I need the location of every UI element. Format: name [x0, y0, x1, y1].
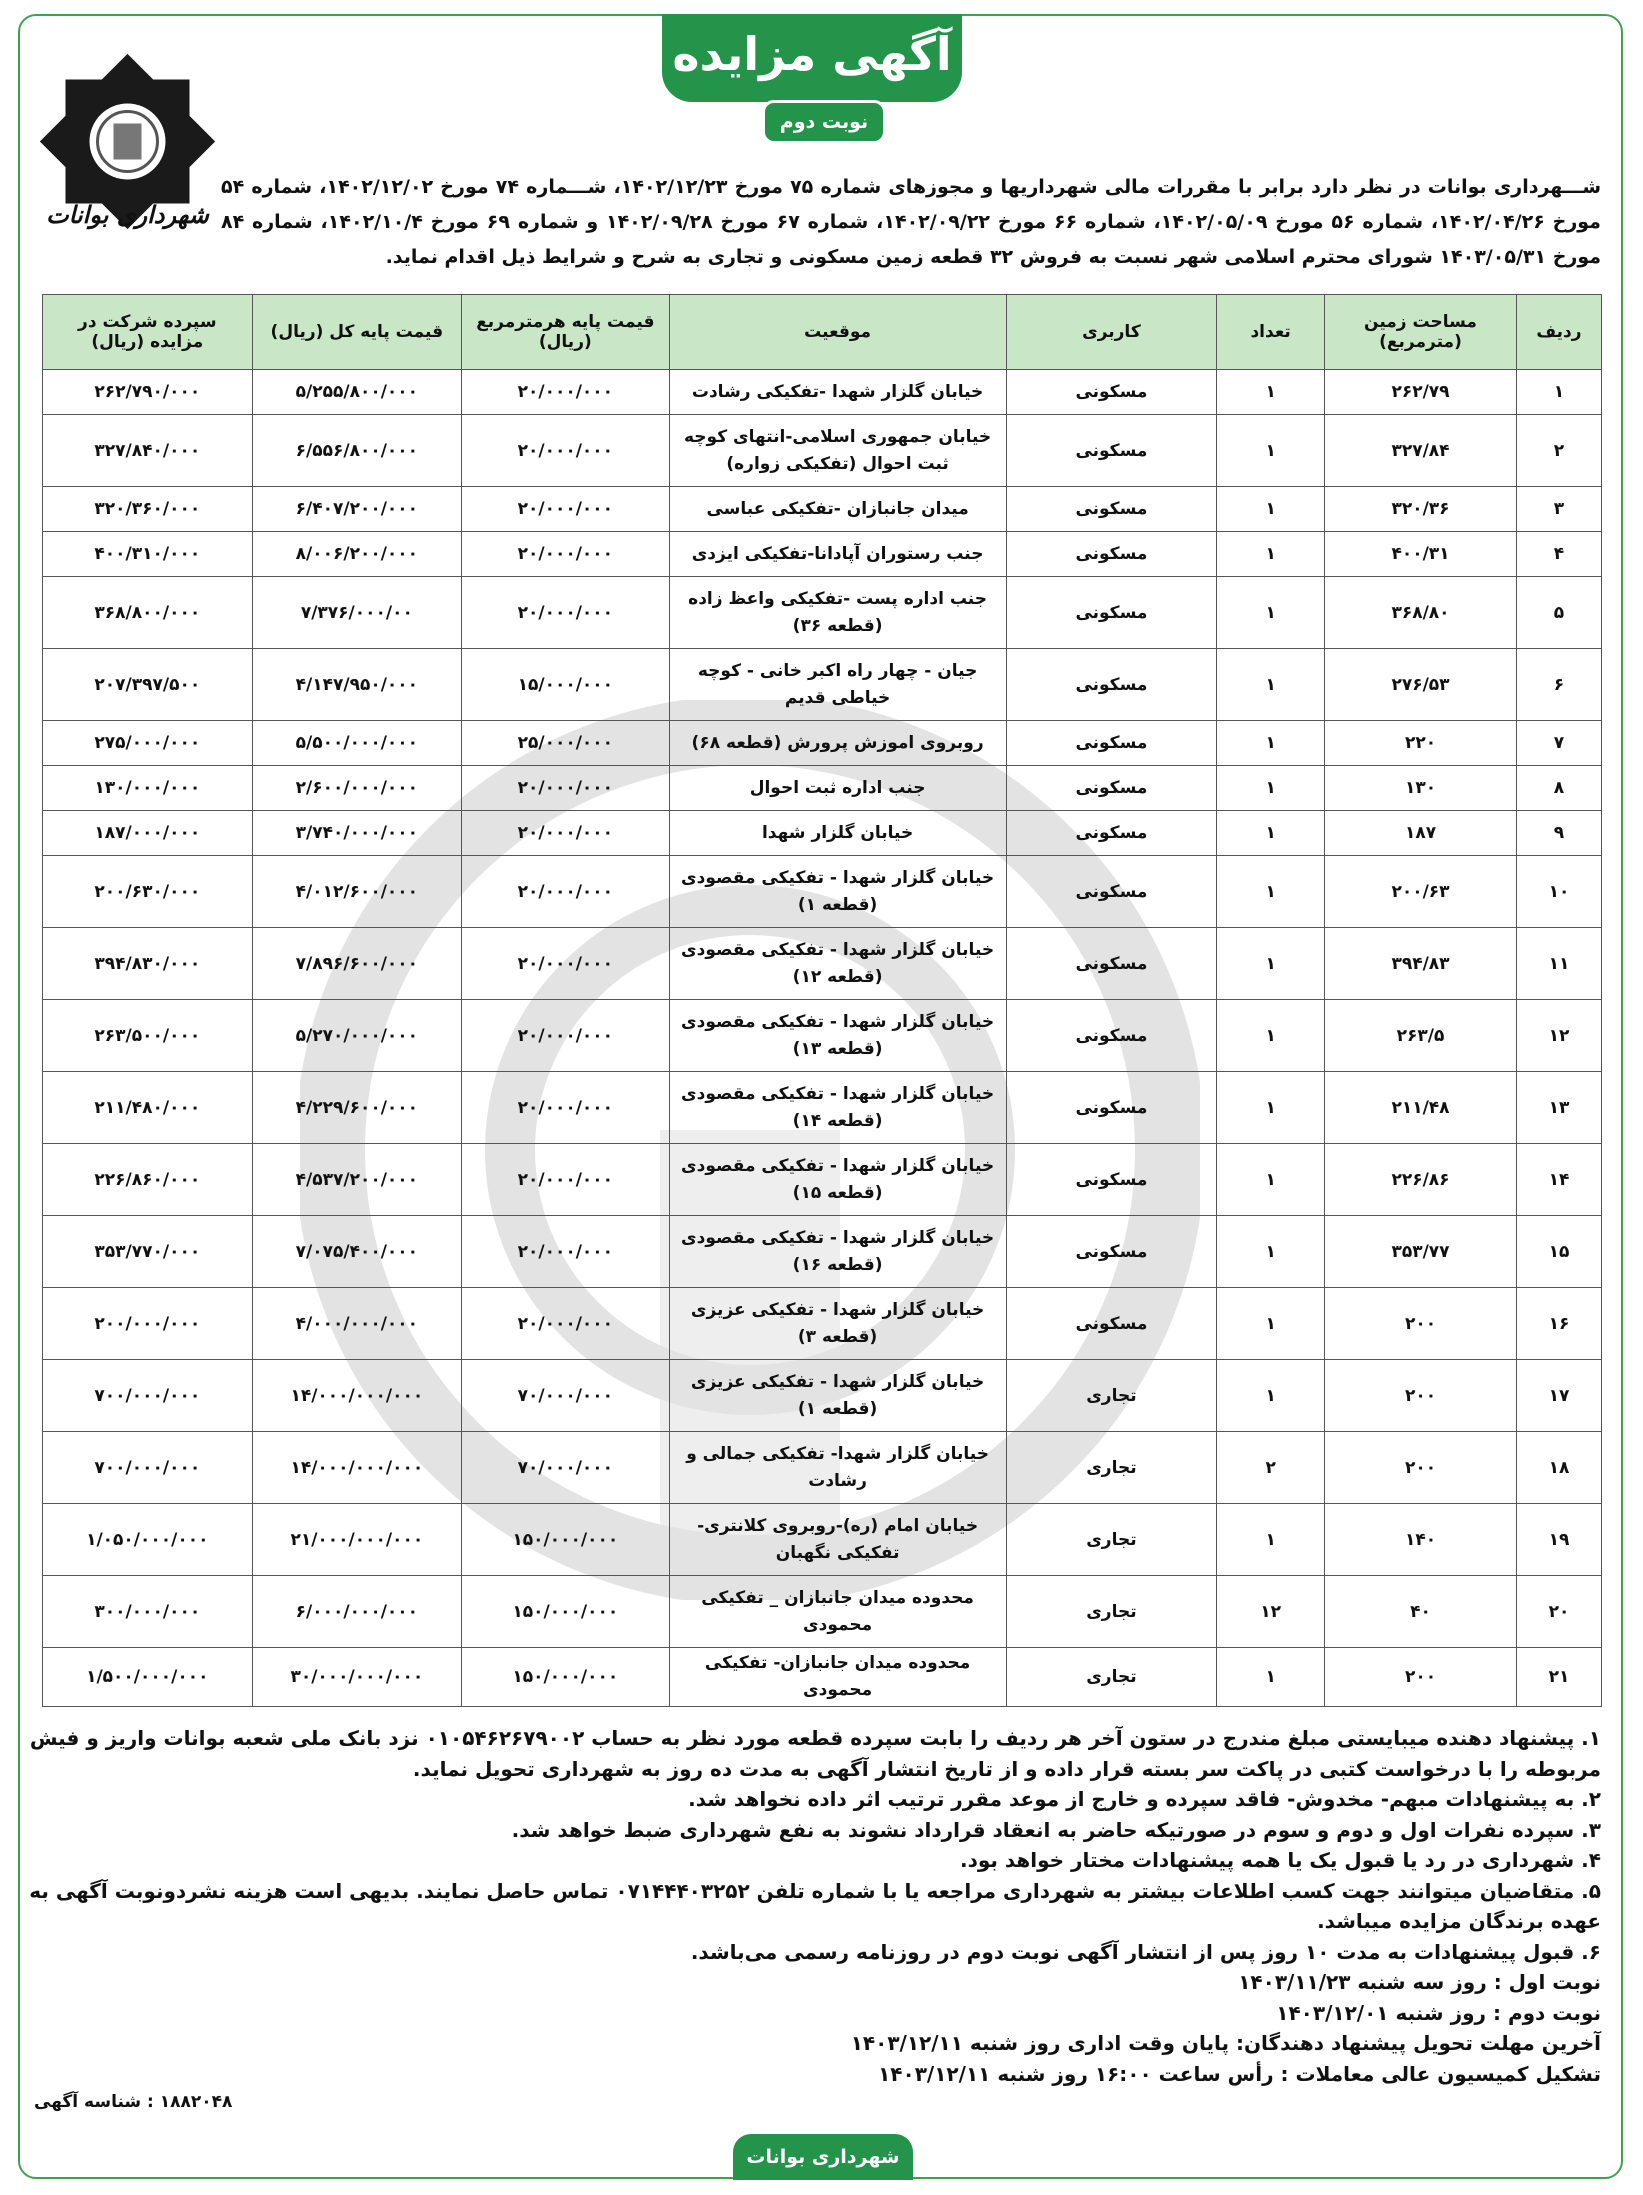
- cell-count: ۱: [1217, 415, 1325, 487]
- cell-count: ۲: [1217, 1432, 1325, 1504]
- cell-usage: مسکونی: [1006, 928, 1217, 1000]
- cell-total-price: ۴/۱۴۷/۹۵۰/۰۰۰: [252, 649, 462, 721]
- cell-deposit: ۷۰۰/۰۰۰/۰۰۰: [43, 1360, 253, 1432]
- cell-count: ۱۲: [1217, 1576, 1325, 1648]
- condition-item: ۶. قبول پیشنهادات به مدت ۱۰ روز پس از انتشار آگهی نوبت دوم در روزنامه رسمی می‌باشد.: [690, 1939, 1601, 1964]
- cell-deposit: ۱/۰۵۰/۰۰۰/۰۰۰: [43, 1504, 253, 1576]
- cell-location: جنب اداره پست -تفکیکی واعظ زاده (قطعه ۳۶): [669, 577, 1006, 649]
- cell-total-price: ۲/۶۰۰/۰۰۰/۰۰۰: [252, 766, 462, 811]
- cell-count: ۱: [1217, 1648, 1325, 1707]
- cell-unit-price: ۲۰/۰۰۰/۰۰۰: [462, 856, 669, 928]
- cell-location: خیابان گلزار شهدا - تفکیکی عزیزی (قطعه ۱): [669, 1360, 1006, 1432]
- header-count: تعداد: [1217, 295, 1325, 370]
- cell-total-price: ۵/۲۷۰/۰۰۰/۰۰۰: [252, 1000, 462, 1072]
- cell-unit-price: ۲۰/۰۰۰/۰۰۰: [462, 532, 669, 577]
- cell-count: ۱: [1217, 649, 1325, 721]
- cell-location: جنب اداره ثبت احوال: [669, 766, 1006, 811]
- cell-unit-price: ۲۰/۰۰۰/۰۰۰: [462, 1000, 669, 1072]
- cell-usage: مسکونی: [1006, 1072, 1217, 1144]
- cell-count: ۱: [1217, 370, 1325, 415]
- footer-label: شهرداری بوانات: [733, 2134, 913, 2180]
- cell-location: جنب رستوران آپادانا-تفکیکی ایزدی: [669, 532, 1006, 577]
- table-row: [43, 1144, 1602, 1216]
- cell-location: جیان - چهار راه اکبر خانی - کوچه خیاطی قدیم: [669, 649, 1006, 721]
- cell-count: ۱: [1217, 1288, 1325, 1360]
- cell-usage: مسکونی: [1006, 766, 1217, 811]
- cell-unit-price: ۲۰/۰۰۰/۰۰۰: [462, 1144, 669, 1216]
- cell-area: ۲۲۶/۸۶: [1325, 1144, 1517, 1216]
- table-row: [43, 1432, 1602, 1504]
- cell-deposit: ۱۳۰/۰۰۰/۰۰۰: [43, 766, 253, 811]
- cell-area: ۱۳۰: [1325, 766, 1517, 811]
- cell-usage: مسکونی: [1006, 811, 1217, 856]
- condition-item: ۴. شهرداری در رد یا قبول یک یا همه پیشنهادات مختار خواهد بود.: [959, 1848, 1601, 1872]
- cell-area: ۲۷۶/۵۳: [1325, 649, 1517, 721]
- header-total-price: قیمت پایه کل (ریال): [252, 295, 462, 370]
- cell-usage: مسکونی: [1006, 1000, 1217, 1072]
- cell-count: ۱: [1217, 532, 1325, 577]
- table-row: [43, 811, 1602, 856]
- cell-location: خیابان گلزار شهدا- تفکیکی جمالی و رشادت: [669, 1432, 1006, 1504]
- cell-row: ۱۴: [1516, 1144, 1601, 1216]
- cell-location: خیابان گلزار شهدا - تفکیکی مقصودی (قطعه ۱۵): [669, 1144, 1006, 1216]
- intro-paragraph: شـــهرداری بوانات در نظر دارد برابر با مقررات مالی شهرداریها و مجوزهای شماره ۷۵ مورخ ۱۴۰۲/۱۲/۲۳، شـــماره ۷۴ مورخ ۱۴۰۲/۱۲/۰۲، شماره ۵۴ مورخ ۱۴۰۲/۰۴/۲۶، شماره ۵۶ مورخ ۱۴۰۲/۰۵/۰۹، شماره ۶۶ مورخ ۱۴۰۲/۰۹/۲۲، شماره ۶۷ مورخ ۱۴۰۲/۰۹/۲۸ و شماره ۶۹ مورخ ۱۴۰۲/۱۰/۴، شماره ۸۴ مورخ ۱۴۰۳/۰۵/۳۱ شورای محترم اسلامی شهر نسبت به فروش ۳۲ قطعه زمین مسکونی و تجاری به شرح و شرایط ذیل اقدام نماید.: [221, 176, 1602, 268]
- cell-row: ۱۳: [1516, 1072, 1601, 1144]
- cell-location: روبروی اموزش پرورش (قطعه ۶۸): [669, 721, 1006, 766]
- cell-location: خیابان گلزار شهدا - تفکیکی مقصودی (قطعه ۱۲): [669, 928, 1006, 1000]
- cell-usage: مسکونی: [1006, 649, 1217, 721]
- cell-count: ۱: [1217, 1216, 1325, 1288]
- cell-location: محدوده میدان جانبازان _ تفکیکی محمودی: [669, 1576, 1006, 1648]
- cell-total-price: ۴/۲۲۹/۶۰۰/۰۰۰: [252, 1072, 462, 1144]
- cell-row: ۱۱: [1516, 928, 1601, 1000]
- cell-usage: مسکونی: [1006, 532, 1217, 577]
- cell-area: ۴۰: [1325, 1576, 1517, 1648]
- cell-deposit: ۲۷۵/۰۰۰/۰۰۰: [43, 721, 253, 766]
- cell-total-price: ۴/۰۱۲/۶۰۰/۰۰۰: [252, 856, 462, 928]
- cell-unit-price: ۲۰/۰۰۰/۰۰۰: [462, 370, 669, 415]
- ad-title: آگهی مزایده: [662, 14, 962, 102]
- cell-count: ۱: [1217, 766, 1325, 811]
- cell-deposit: ۲۰۷/۳۹۷/۵۰۰: [43, 649, 253, 721]
- cell-unit-price: ۲۵/۰۰۰/۰۰۰: [462, 721, 669, 766]
- municipality-logo-icon: [40, 34, 215, 264]
- cell-location: خیابان گلزار شهدا - تفکیکی مقصودی (قطعه ۱۳): [669, 1000, 1006, 1072]
- cell-unit-price: ۲۰/۰۰۰/۰۰۰: [462, 1288, 669, 1360]
- cell-unit-price: ۱۵۰/۰۰۰/۰۰۰: [462, 1504, 669, 1576]
- cell-area: ۱۸۷: [1325, 811, 1517, 856]
- cell-unit-price: ۲۰/۰۰۰/۰۰۰: [462, 928, 669, 1000]
- cell-area: ۲۰۰: [1325, 1288, 1517, 1360]
- table-row: [43, 928, 1602, 1000]
- cell-usage: مسکونی: [1006, 1288, 1217, 1360]
- cell-total-price: ۳/۷۴۰/۰۰۰/۰۰۰: [252, 811, 462, 856]
- cell-count: ۱: [1217, 1360, 1325, 1432]
- cell-row: ۶: [1516, 649, 1601, 721]
- table-row: [43, 856, 1602, 928]
- commission-meeting: تشکیل کمیسیون عالی معاملات : رأس ساعت ۱۶:۰۰ روز شنبه ۱۴۰۳/۱۲/۱۱: [878, 2061, 1601, 2086]
- cell-row: ۱۸: [1516, 1432, 1601, 1504]
- header-area: مساحت زمین (مترمربع): [1325, 295, 1517, 370]
- cell-count: ۱: [1217, 811, 1325, 856]
- cell-area: ۳۵۳/۷۷: [1325, 1216, 1517, 1288]
- cell-usage: مسکونی: [1006, 856, 1217, 928]
- round-badge: نوبت دوم: [762, 100, 886, 144]
- cell-deposit: ۳۶۸/۸۰۰/۰۰۰: [43, 577, 253, 649]
- cell-deposit: ۱۸۷/۰۰۰/۰۰۰: [43, 811, 253, 856]
- cell-total-price: ۶/۴۰۷/۲۰۰/۰۰۰: [252, 487, 462, 532]
- cell-unit-price: ۱۵/۰۰۰/۰۰۰: [462, 649, 669, 721]
- cell-deposit: ۲۰۰/۶۳۰/۰۰۰: [43, 856, 253, 928]
- cell-deposit: ۳۲۷/۸۴۰/۰۰۰: [43, 415, 253, 487]
- cell-row: ۵: [1516, 577, 1601, 649]
- cell-total-price: ۱۴/۰۰۰/۰۰۰/۰۰۰: [252, 1360, 462, 1432]
- cell-count: ۱: [1217, 1000, 1325, 1072]
- condition-item: ۱. پیشنهاد دهنده میبایستی مبلغ مندرج در ستون آخر هر ردیف را بابت سپرده قطعه مورد نظر به حساب ۰۱۰۵۴۶۲۶۷۹۰۰۲ نزد بانک ملی شعبه بوانات واریز و فیش مربوطه را با درخواست کتبی در پاکت سر بسته قرار داده و از تاریخ انتشار آگهی به مدت ده روز به شهرداری تحویل نماید.: [29, 1726, 1601, 1781]
- cell-usage: مسکونی: [1006, 415, 1217, 487]
- cell-unit-price: ۱۵۰/۰۰۰/۰۰۰: [462, 1648, 669, 1707]
- cell-location: خیابان گلزار شهدا - تفکیکی مقصودی (قطعه ۱۴): [669, 1072, 1006, 1144]
- cell-area: ۲۶۲/۷۹: [1325, 370, 1517, 415]
- table-row: [43, 1576, 1602, 1648]
- cell-unit-price: ۲۰/۰۰۰/۰۰۰: [462, 766, 669, 811]
- cell-unit-price: ۲۰/۰۰۰/۰۰۰: [462, 577, 669, 649]
- ad-id: ۱۸۸۲۰۴۸ : شناسه آگهی: [34, 2092, 233, 2112]
- table-row: [43, 1000, 1602, 1072]
- cell-location: خیابان گلزار شهدا -تفکیکی رشادت: [669, 370, 1006, 415]
- table-row: [43, 1648, 1602, 1707]
- cell-usage: تجاری: [1006, 1504, 1217, 1576]
- table-row: [43, 1504, 1602, 1576]
- condition-item: ۵. متقاضیان میتوانند جهت کسب اطلاعات بیشتر به شهرداری مراجعه یا با شماره تلفن ۰۷۱۴۴۴۰۳۲۵۲ تماس حاصل نمایند. بدیهی است هزینه نشردونوبت آگهی به عهده برندگان مزایده میباشد.: [29, 1878, 1601, 1933]
- cell-area: ۲۰۰: [1325, 1360, 1517, 1432]
- cell-count: ۱: [1217, 577, 1325, 649]
- submission-deadline: آخرین مهلت تحویل پیشنهاد دهندگان: پایان وقت اداری روز شنبه ۱۴۰۳/۱۲/۱۱: [850, 2031, 1601, 2055]
- cell-row: ۱۵: [1516, 1216, 1601, 1288]
- cell-total-price: ۶/۰۰۰/۰۰۰/۰۰۰: [252, 1576, 462, 1648]
- cell-area: ۲۶۳/۵: [1325, 1000, 1517, 1072]
- cell-unit-price: ۱۵۰/۰۰۰/۰۰۰: [462, 1576, 669, 1648]
- cell-area: ۳۲۷/۸۴: [1325, 415, 1517, 487]
- cell-row: ۸: [1516, 766, 1601, 811]
- cell-location: خیابان گلزار شهدا - تفکیکی عزیزی (قطعه ۳): [669, 1288, 1006, 1360]
- cell-count: ۱: [1217, 856, 1325, 928]
- cell-total-price: ۷/۳۷۶/۰۰۰/۰۰: [252, 577, 462, 649]
- cell-row: ۱: [1516, 370, 1601, 415]
- cell-usage: مسکونی: [1006, 577, 1217, 649]
- condition-item: ۲. به پیشنهادات مبهم- مخدوش- فاقد سپرده و خارج از موعد مقرر ترتیب اثر داده نخواهد شد.: [688, 1787, 1601, 1811]
- cell-row: ۱۷: [1516, 1360, 1601, 1432]
- cell-area: ۲۱۱/۴۸: [1325, 1072, 1517, 1144]
- condition-item: ۳. سپرده نفرات اول و دوم و سوم در صورتیکه حاضر به انعقاد قرارداد نشوند به نفع شهرداری ضبط خواهد شد.: [511, 1817, 1601, 1842]
- header-deposit: سپرده شرکت در مزایده (ریال): [43, 295, 253, 370]
- cell-area: ۳۹۴/۸۳: [1325, 928, 1517, 1000]
- header-row-number: ردیف: [1516, 295, 1601, 370]
- cell-total-price: ۴/۵۳۷/۲۰۰/۰۰۰: [252, 1144, 462, 1216]
- cell-total-price: ۷/۸۹۶/۶۰۰/۰۰۰: [252, 928, 462, 1000]
- table-row: [43, 1360, 1602, 1432]
- cell-total-price: ۴/۰۰۰/۰۰۰/۰۰۰: [252, 1288, 462, 1360]
- cell-count: ۱: [1217, 1144, 1325, 1216]
- cell-deposit: ۳۵۳/۷۷۰/۰۰۰: [43, 1216, 253, 1288]
- cell-location: خیابان جمهوری اسلامی-انتهای کوچه ثبت احوال (تفکیکی زواره): [669, 415, 1006, 487]
- header-unit-price: قیمت پایه هرمترمربع (ریال): [462, 295, 669, 370]
- cell-usage: تجاری: [1006, 1576, 1217, 1648]
- table-row: [43, 415, 1602, 487]
- cell-location: خیابان گلزار شهدا - تفکیکی مقصودی (قطعه ۱۶): [669, 1216, 1006, 1288]
- cell-unit-price: ۲۰/۰۰۰/۰۰۰: [462, 415, 669, 487]
- cell-unit-price: ۲۰/۰۰۰/۰۰۰: [462, 811, 669, 856]
- first-round-date: نوبت اول : روز سه شنبه ۱۴۰۳/۱۱/۲۳: [1238, 1970, 1601, 1994]
- cell-usage: تجاری: [1006, 1648, 1217, 1707]
- cell-row: ۱۹: [1516, 1504, 1601, 1576]
- second-round-date: نوبت دوم : روز شنبه ۱۴۰۳/۱۲/۰۱: [1276, 2000, 1601, 2025]
- cell-row: ۲۰: [1516, 1576, 1601, 1648]
- cell-count: ۱: [1217, 1072, 1325, 1144]
- cell-usage: مسکونی: [1006, 370, 1217, 415]
- conditions-list: [21, 1723, 1601, 2089]
- cell-total-price: ۵/۲۵۵/۸۰۰/۰۰۰: [252, 370, 462, 415]
- cell-total-price: ۲۱/۰۰۰/۰۰۰/۰۰۰: [252, 1504, 462, 1576]
- cell-row: ۱۶: [1516, 1288, 1601, 1360]
- table-row: [43, 577, 1602, 649]
- cell-deposit: ۲۰۰/۰۰۰/۰۰۰: [43, 1288, 253, 1360]
- cell-count: ۱: [1217, 721, 1325, 766]
- cell-area: ۲۰۰: [1325, 1648, 1517, 1707]
- table-row: [43, 1288, 1602, 1360]
- cell-total-price: ۷/۰۷۵/۴۰۰/۰۰۰: [252, 1216, 462, 1288]
- cell-area: ۲۰۰: [1325, 1432, 1517, 1504]
- cell-area: ۴۰۰/۳۱: [1325, 532, 1517, 577]
- cell-count: ۱: [1217, 928, 1325, 1000]
- cell-deposit: ۳۹۴/۸۳۰/۰۰۰: [43, 928, 253, 1000]
- cell-deposit: ۲۱۱/۴۸۰/۰۰۰: [43, 1072, 253, 1144]
- header-usage: کاربری: [1006, 295, 1217, 370]
- cell-row: ۴: [1516, 532, 1601, 577]
- cell-deposit: ۲۶۳/۵۰۰/۰۰۰: [43, 1000, 253, 1072]
- cell-row: ۹: [1516, 811, 1601, 856]
- cell-total-price: ۵/۵۰۰/۰۰۰/۰۰۰: [252, 721, 462, 766]
- cell-usage: مسکونی: [1006, 487, 1217, 532]
- cell-unit-price: ۷۰/۰۰۰/۰۰۰: [462, 1432, 669, 1504]
- cell-deposit: ۳۰۰/۰۰۰/۰۰۰: [43, 1576, 253, 1648]
- cell-row: ۲۱: [1516, 1648, 1601, 1707]
- cell-total-price: ۱۴/۰۰۰/۰۰۰/۰۰۰: [252, 1432, 462, 1504]
- cell-usage: تجاری: [1006, 1360, 1217, 1432]
- auction-table: [42, 294, 1602, 1707]
- cell-usage: مسکونی: [1006, 721, 1217, 766]
- cell-count: ۱: [1217, 1504, 1325, 1576]
- table-row: [43, 649, 1602, 721]
- table-row: [43, 532, 1602, 577]
- cell-location: میدان جانبازان -تفکیکی عباسی: [669, 487, 1006, 532]
- cell-area: ۲۲۰: [1325, 721, 1517, 766]
- cell-total-price: ۸/۰۰۶/۲۰۰/۰۰۰: [252, 532, 462, 577]
- cell-row: ۱۲: [1516, 1000, 1601, 1072]
- table-row: [43, 1072, 1602, 1144]
- cell-deposit: ۳۲۰/۳۶۰/۰۰۰: [43, 487, 253, 532]
- cell-row: ۲: [1516, 415, 1601, 487]
- cell-total-price: ۳۰/۰۰۰/۰۰۰/۰۰۰: [252, 1648, 462, 1707]
- cell-location: خیابان امام (ره)-روبروی کلانتری- تفکیکی نگهبان: [669, 1504, 1006, 1576]
- cell-area: ۳۶۸/۸۰: [1325, 577, 1517, 649]
- logo-caption: شهرداری بوانات: [46, 200, 209, 229]
- cell-area: ۲۰۰/۶۳: [1325, 856, 1517, 928]
- cell-unit-price: ۲۰/۰۰۰/۰۰۰: [462, 1216, 669, 1288]
- table-row: [43, 721, 1602, 766]
- cell-deposit: ۲۲۶/۸۶۰/۰۰۰: [43, 1144, 253, 1216]
- table-row: [43, 370, 1602, 415]
- cell-deposit: ۴۰۰/۳۱۰/۰۰۰: [43, 532, 253, 577]
- cell-location: خیابان گلزار شهدا - تفکیکی مقصودی (قطعه ۱): [669, 856, 1006, 928]
- table-header-row: [43, 295, 1602, 370]
- cell-row: ۷: [1516, 721, 1601, 766]
- cell-row: ۳: [1516, 487, 1601, 532]
- cell-deposit: ۲۶۲/۷۹۰/۰۰۰: [43, 370, 253, 415]
- cell-unit-price: ۷۰/۰۰۰/۰۰۰: [462, 1360, 669, 1432]
- cell-deposit: ۷۰۰/۰۰۰/۰۰۰: [43, 1432, 253, 1504]
- cell-area: ۱۴۰: [1325, 1504, 1517, 1576]
- cell-location: محدوده میدان جانبازان- تفکیکی محمودی: [669, 1648, 1006, 1707]
- cell-total-price: ۶/۵۵۶/۸۰۰/۰۰۰: [252, 415, 462, 487]
- cell-area: ۳۲۰/۳۶: [1325, 487, 1517, 532]
- cell-usage: مسکونی: [1006, 1144, 1217, 1216]
- cell-deposit: ۱/۵۰۰/۰۰۰/۰۰۰: [43, 1648, 253, 1707]
- cell-location: خیابان گلزار شهدا: [669, 811, 1006, 856]
- cell-row: ۱۰: [1516, 856, 1601, 928]
- table-row: [43, 1216, 1602, 1288]
- table-row: [43, 487, 1602, 532]
- table-row: [43, 766, 1602, 811]
- cell-usage: تجاری: [1006, 1432, 1217, 1504]
- cell-unit-price: ۲۰/۰۰۰/۰۰۰: [462, 1072, 669, 1144]
- cell-count: ۱: [1217, 487, 1325, 532]
- cell-usage: مسکونی: [1006, 1216, 1217, 1288]
- header-location: موقعیت: [669, 295, 1006, 370]
- cell-unit-price: ۲۰/۰۰۰/۰۰۰: [462, 487, 669, 532]
